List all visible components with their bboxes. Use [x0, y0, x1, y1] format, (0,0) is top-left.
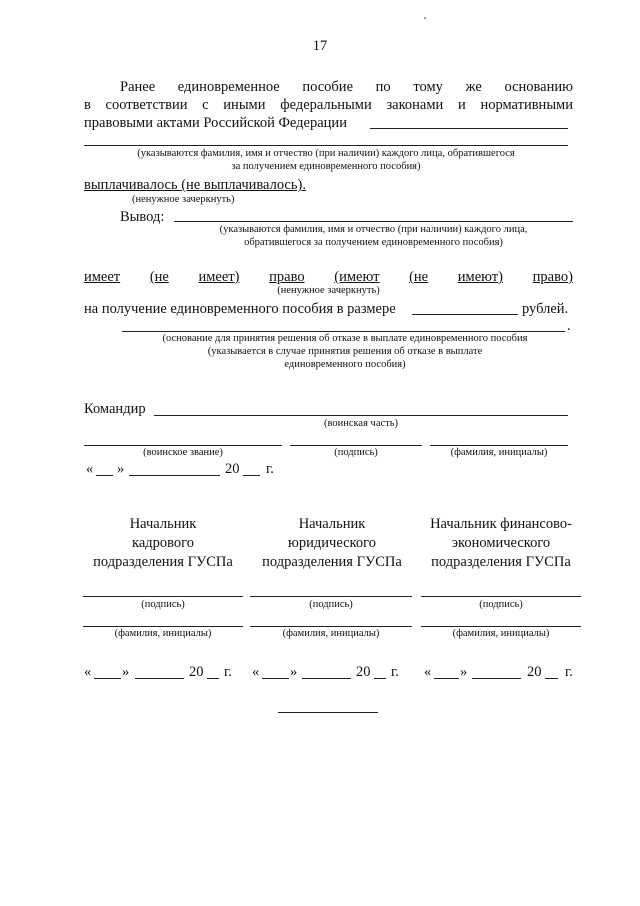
- conclusion-hint-1: (указываются фамилия, имя и отчество (при наличии) каждого лица,: [219, 224, 528, 235]
- chief-finance-name-hint: (фамилия, инициалы): [452, 628, 550, 639]
- word: основанию: [504, 79, 573, 95]
- word: имеют): [457, 269, 503, 285]
- conclusion-hint-2: обратившегося за получением единовременного пособия): [244, 237, 503, 248]
- word: и: [457, 97, 466, 113]
- word: с: [202, 97, 209, 113]
- scan-speck: [424, 17, 426, 19]
- chief-hr-date-open: «: [84, 664, 92, 680]
- chief-legal-signature-hint: (подпись): [309, 599, 353, 610]
- word: право: [269, 269, 305, 285]
- word: пособие: [302, 79, 354, 95]
- military-unit-hint: (воинская часть): [323, 418, 399, 429]
- conclusion-field: [174, 221, 573, 222]
- chief-hr-date-close: »: [122, 664, 130, 680]
- word: единовременное: [177, 79, 280, 95]
- word: (не: [149, 269, 169, 285]
- commander-label: Командир: [84, 401, 146, 417]
- chief-finance-date-month: [472, 678, 521, 679]
- refusal-hint-3: единовременного пособия): [284, 359, 406, 370]
- title-line: юридического: [288, 535, 376, 551]
- word: законами: [386, 97, 444, 113]
- closing-separator: [278, 712, 378, 713]
- title-line: подразделения ГУСПа: [431, 554, 571, 570]
- chief-legal-date-open: «: [252, 664, 260, 680]
- chief-legal-date-month: [302, 678, 351, 679]
- title-line: экономического: [451, 535, 551, 551]
- word: по: [375, 79, 391, 95]
- chief-hr-name-hint: (фамилия, инициалы): [114, 628, 212, 639]
- refusal-reason-field: [122, 331, 565, 332]
- refusal-hint-1: (основание для принятия решения об отказе в выплате единовременного пособия: [162, 333, 528, 344]
- chief-hr-signature-field: [83, 596, 243, 597]
- word: соответствии: [105, 97, 188, 113]
- chief-finance-date-day: [434, 678, 459, 679]
- word: (имеют: [334, 269, 380, 285]
- chief-finance-date-suffix: г.: [565, 664, 573, 680]
- chief-finance-date-year-prefix: 20: [527, 664, 542, 680]
- applicant-hint-1: (указываются фамилия, имя и отчество (при наличии) каждого лица, обратившегося: [137, 148, 515, 159]
- page-number: 17: [312, 38, 328, 54]
- paid-hint: (ненужное зачеркнуть): [132, 194, 235, 205]
- word: федеральными: [280, 97, 372, 113]
- commander-signature-hint: (подпись): [334, 447, 378, 458]
- chief-finance-signature-hint: (подпись): [479, 599, 523, 610]
- title-line: подразделения ГУСПа: [262, 554, 402, 570]
- word: право): [532, 269, 573, 285]
- right-status: [84, 269, 573, 285]
- chief-legal-date-day: [262, 678, 289, 679]
- chief-legal-date-year-prefix: 20: [356, 664, 371, 680]
- paid-status: выплачивалось (не выплачивалось).: [84, 177, 306, 193]
- title-line: Начальник финансово-: [430, 516, 572, 532]
- word: иными: [223, 97, 266, 113]
- chief-hr-date-day: [94, 678, 121, 679]
- chief-finance-title: [421, 515, 581, 572]
- chief-hr-date-month: [135, 678, 184, 679]
- title-line: подразделения ГУСПа: [93, 554, 233, 570]
- commander-date-open: «: [86, 461, 94, 477]
- commander-date-year: [243, 475, 260, 476]
- chief-finance-date-year: [545, 678, 558, 679]
- chief-finance-date-open: «: [424, 664, 432, 680]
- conclusion-label: Вывод:: [120, 209, 165, 225]
- commander-date-month: [129, 475, 220, 476]
- amount-suffix: рублей.: [522, 301, 569, 317]
- commander-date-close: »: [117, 461, 125, 477]
- intro-line-1: [120, 79, 573, 95]
- title-line: Начальник: [298, 516, 366, 532]
- commander-date-suffix: г.: [266, 461, 274, 477]
- word: нормативными: [480, 97, 573, 113]
- word: имеет: [84, 269, 121, 285]
- applicant-hint-2: за получением единовременного пособия): [231, 161, 421, 172]
- commander-signature-field: [290, 445, 422, 446]
- word: (не: [409, 269, 429, 285]
- chief-legal-date-suffix: г.: [391, 664, 399, 680]
- commander-name-field: [430, 445, 568, 446]
- chief-legal-title: [252, 515, 412, 572]
- chief-hr-date-year-prefix: 20: [189, 664, 204, 680]
- military-unit-field: [154, 415, 568, 416]
- chief-legal-date-year: [374, 678, 386, 679]
- amount-prefix: на получение единовременного пособия в размере: [84, 301, 396, 317]
- commander-date-day: [96, 475, 113, 476]
- chief-finance-name-field: [421, 626, 581, 627]
- chief-legal-name-field: [250, 626, 412, 627]
- right-hint: (ненужное зачеркнуть): [277, 285, 380, 296]
- applicant-name-field-2: [84, 145, 568, 146]
- chief-legal-name-hint: (фамилия, инициалы): [282, 628, 380, 639]
- title-line: Начальник: [129, 516, 197, 532]
- refusal-field-end: .: [567, 318, 571, 334]
- military-rank-field: [84, 445, 282, 446]
- commander-name-hint: (фамилия, инициалы): [450, 447, 548, 458]
- intro-line-2: [84, 97, 573, 113]
- amount-field: [412, 314, 518, 315]
- title-line: кадрового: [132, 535, 194, 551]
- chief-hr-name-field: [83, 626, 243, 627]
- chief-legal-signature-field: [250, 596, 412, 597]
- word: Ранее: [120, 79, 156, 95]
- chief-hr-title: [83, 515, 243, 572]
- chief-hr-date-suffix: г.: [224, 664, 232, 680]
- word: же: [465, 79, 482, 95]
- chief-finance-date-close: »: [460, 664, 468, 680]
- chief-hr-date-year: [207, 678, 219, 679]
- refusal-hint-2: (указывается в случае принятия решения об отказе в выплате: [207, 346, 483, 357]
- applicant-name-field: [370, 128, 568, 129]
- chief-legal-date-close: »: [290, 664, 298, 680]
- chief-finance-signature-field: [421, 596, 581, 597]
- chief-hr-signature-hint: (подпись): [141, 599, 185, 610]
- intro-line-3: правовыми актами Российской Федерации: [84, 115, 347, 131]
- word: имеет): [198, 269, 240, 285]
- military-rank-hint: (воинское звание): [143, 447, 223, 458]
- word: в: [84, 97, 91, 113]
- commander-date-year-prefix: 20: [225, 461, 240, 477]
- word: тому: [413, 79, 443, 95]
